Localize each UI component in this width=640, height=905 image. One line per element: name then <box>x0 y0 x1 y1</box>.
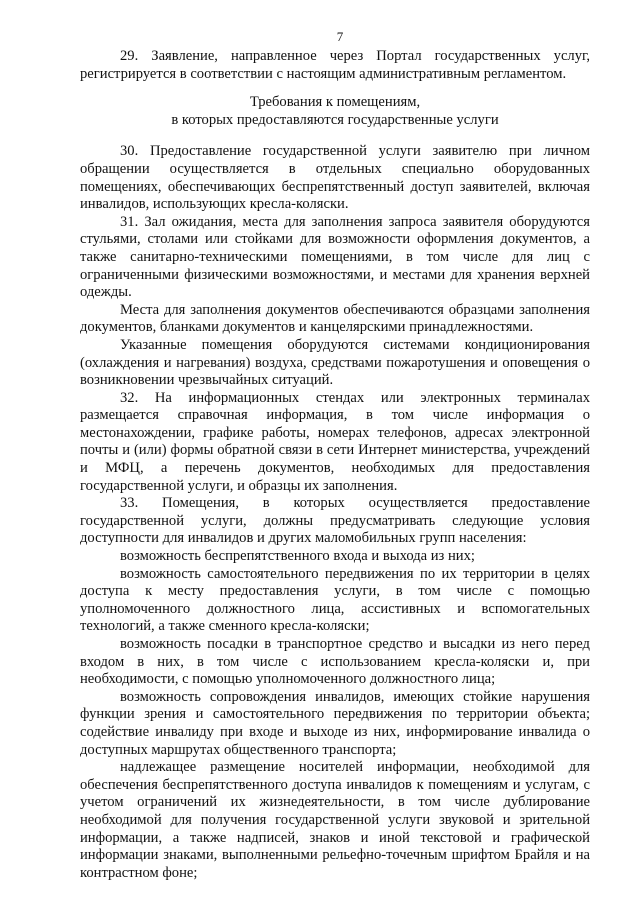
paragraph-31-forms: Места для заполнения документов обеспечиваются образцами заполнения документов, бланками документов и канцелярскими принадлежностями. <box>80 301 590 336</box>
paragraph-33-item-information: надлежащее размещение носителей информации, необходимой для обеспечения беспрепятственного доступа инвалидов к помещениям и услугам, с учетом ограничений их жизнедеятельности, в том числе дублирование необходимой для получения государственной услуги звуковой и зрительной информации, а также надписей, знаков и иной текстовой и графической информации знаками, выполненными рельефно-точечным шрифтом Брайля и на контрастном фоне; <box>80 759 590 881</box>
paragraph-31: 31. Зал ожидания, места для заполнения запроса заявителя оборудуются стульями, столами или стойками для возможности оформления документов, а также санитарно-техническими помещениями, в том числе для лиц с ограниченными физическими возможностями, и местами для хранения верхней одежды. <box>80 213 590 301</box>
section-heading-line-1: Требования к помещениям, <box>249 94 421 111</box>
page-number: 7 <box>336 29 344 44</box>
paragraph-32: 32. На информационных стендах или электронных терминалах размещается справочная информация, в том числе информация о местонахождении, графике работы, номерах телефонов, адресах электронной почты и (или) формы обратной связи в сети Интернет министерства, учреждений и МФЦ, а перечень документов, необходимых для предоставления государственной услуги, и образцы их заполнения. <box>80 389 590 494</box>
section-heading <box>80 94 590 129</box>
paragraph-33-item-movement: возможность самостоятельного передвижения по их территории в целях доступа к месту предоставления услуги, в том числе с помощью уполномоченного должностного лица, ассистивных и вспомогательных технологий, а также сменного кресла-коляски; <box>80 565 590 635</box>
paragraph-29: 29. Заявление, направленное через Портал государственных услуг, регистрируется в соответствии с настоящим административным регламентом. <box>80 48 590 82</box>
paragraph-33-item-transport: возможность посадки в транспортное средство и высадки из него перед входом в них, в том числе с использованием кресла-коляски и, при необходимости, с помощью уполномоченного должностного лица; <box>80 636 590 688</box>
paragraph-33-item-entry: возможность беспрепятственного входа и выхода из них; <box>120 548 475 565</box>
paragraph-31-equipment: Указанные помещения оборудуются системами кондиционирования (охлаждения и нагревания) воздуха, средствами пожаротушения и оповещения о возникновении чрезвычайных ситуаций. <box>80 336 590 389</box>
paragraph-33-item-escort: возможность сопровождения инвалидов, имеющих стойкие нарушения функции зрения и самостоятельного передвижения по территории объекта; содействие инвалиду при входе и выходе из них, информирование инвалида о доступных маршрутах общественного транспорта; <box>80 688 590 758</box>
section-heading-line-2: в которых предоставляются государственные услуги <box>171 111 499 128</box>
paragraph-30: 30. Предоставление государственной услуги заявителю при личном обращении осуществляется в отдельных специально оборудованных помещениях, обеспечивающих беспрепятственный доступ заявителей, включая инвалидов, использующих кресла-коляски. <box>80 143 590 213</box>
paragraph-33: 33. Помещения, в которых осуществляется предоставление государственной услуги, должны предусматривать следующие условия доступности для инвалидов и других маломобильных групп населения: <box>80 495 590 547</box>
